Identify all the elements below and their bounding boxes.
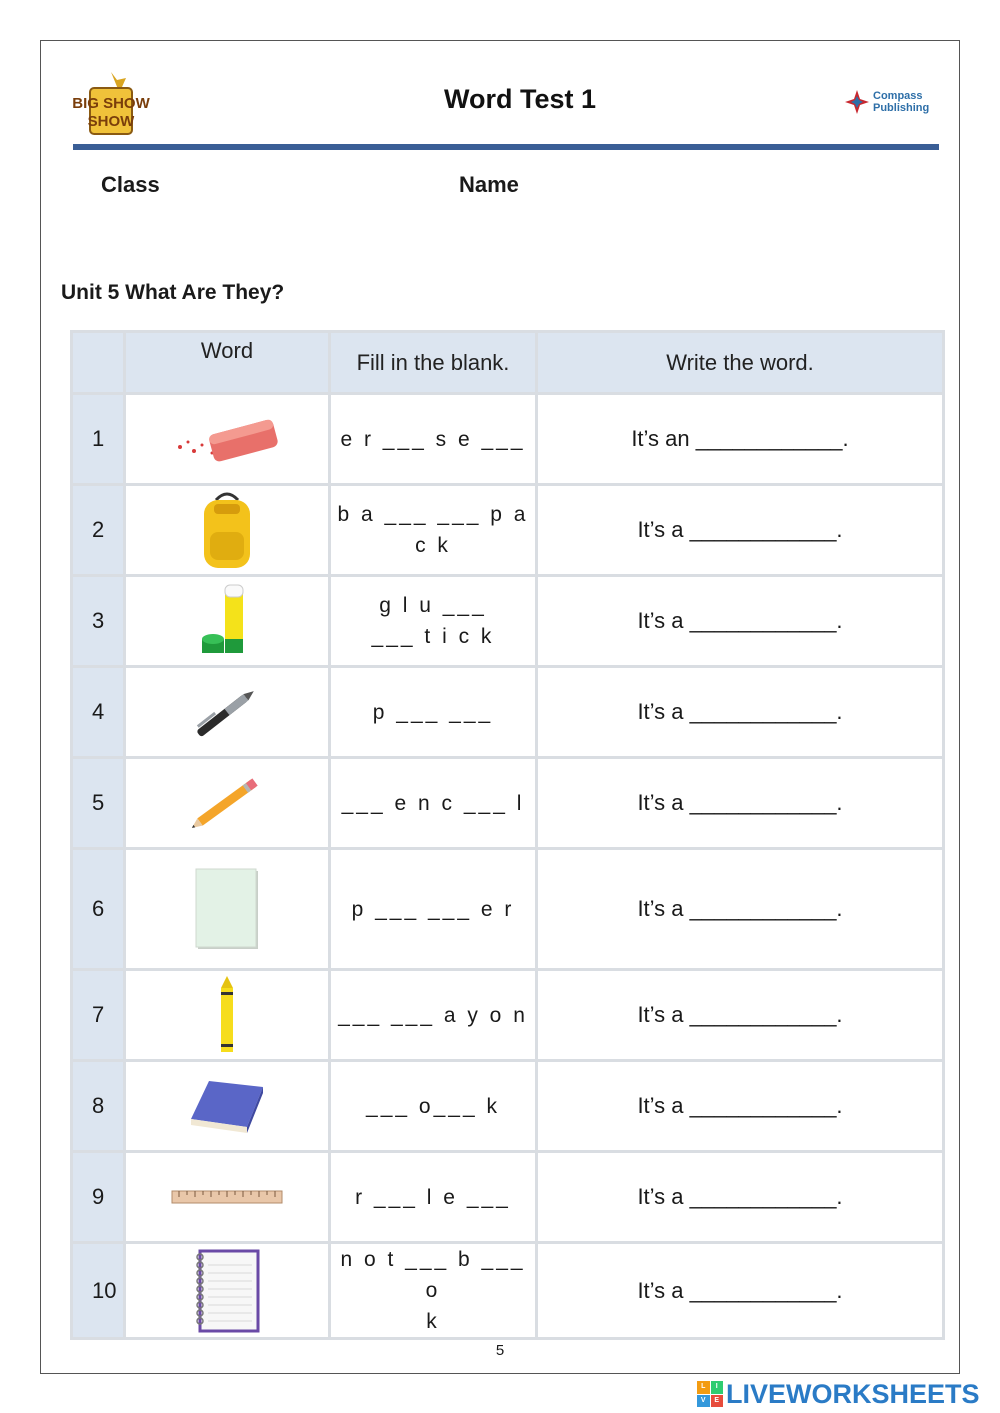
table-row [72,849,944,970]
write-word-cell[interactable]: It’s a ____________. [537,576,944,667]
book-image [125,1061,330,1152]
table-row [72,1243,944,1339]
write-word-cell[interactable]: It’s a ____________. [537,849,944,970]
class-label: Class [101,172,160,197]
liveworksheets-wordmark: LIVEWORKSHEETS [726,1378,980,1409]
compass-logo-line1: Compass [873,90,923,102]
fill-blank-cell[interactable] [330,1152,537,1243]
write-word-cell[interactable]: It’s a ____________. [537,1243,944,1339]
row-number: 7 [72,970,125,1061]
svg-text:SHOW: SHOW [87,113,135,130]
brand-block-v: V [697,1395,710,1408]
eraser-image [125,394,330,485]
fill-blank-line1: ___ ___ a y o n [338,1003,528,1027]
fill-blank-line1: p ___ ___ [372,700,494,724]
notebook-image [125,1243,330,1339]
fill-blank-line1: n o t ___ b ___ o [340,1248,526,1302]
brand-block-e: E [711,1395,724,1408]
fill-blank-line1: p ___ ___ e r [351,897,515,921]
table-row [72,970,944,1061]
paper-image [125,849,330,970]
table-header-row [72,332,944,394]
row-number: 3 [72,576,125,667]
crayon-image [125,970,330,1061]
row-number: 5 [72,758,125,849]
fill-blank-line1: ___ e n c ___ l [341,791,525,815]
table-row [72,576,944,667]
write-word-cell[interactable]: It’s a ____________. [537,1061,944,1152]
header-number [72,332,125,394]
header-fill-blank: Fill in the blank. [330,332,537,394]
fill-blank-line2: k [426,1310,440,1333]
fill-blank-line1: g l u ___ [379,594,487,617]
fill-blank-line1: b a ___ ___ p a c k [337,503,529,557]
liveworksheets-brand [697,1378,980,1410]
table-row [72,758,944,849]
fill-blank-cell[interactable] [330,1243,537,1339]
row-number: 9 [72,1152,125,1243]
compass-logo-line2: Publishing [873,102,930,114]
header-divider [73,144,939,150]
fill-blank-cell[interactable] [330,849,537,970]
liveworksheets-logo-icon [697,1381,723,1407]
write-word-cell[interactable]: It’s a ____________. [537,1152,944,1243]
row-number: 4 [72,667,125,758]
fill-blank-line1: r ___ l e ___ [355,1185,511,1209]
pencil-image [125,758,330,849]
pen-image [125,667,330,758]
backpack-image [125,485,330,576]
row-number: 2 [72,485,125,576]
big-show-logo-line1: BIG SHOW [72,95,150,112]
glue-stick-image [125,576,330,667]
fill-blank-line1: ___ o___ k [366,1094,500,1118]
fill-blank-cell[interactable] [330,576,537,667]
big-show-logo [72,70,150,136]
write-word-cell[interactable]: It’s an ____________. [537,394,944,485]
compass-publishing-logo [843,86,933,118]
fill-blank-cell[interactable] [330,970,537,1061]
ruler-image [125,1152,330,1243]
write-word-cell[interactable]: It’s a ____________. [537,970,944,1061]
compass-star-icon [843,88,871,116]
page-number: 5 [495,1342,505,1359]
write-word-cell[interactable]: It’s a ____________. [537,485,944,576]
table-row [72,667,944,758]
unit-title: Unit 5 What Are They? [61,281,285,304]
fill-blank-cell[interactable] [330,394,537,485]
fill-blank-cell[interactable] [330,667,537,758]
row-number: 6 [72,849,125,970]
fill-blank-cell[interactable] [330,485,537,576]
row-number: 1 [72,394,125,485]
table-row [72,485,944,576]
write-word-cell[interactable]: It’s a ____________. [537,667,944,758]
header-word: Word [125,332,330,394]
name-label: Name [459,172,519,197]
brand-block-l: L [697,1381,710,1394]
table-row [72,1061,944,1152]
brand-block-i: I [711,1381,724,1394]
write-word-cell[interactable]: It’s a ____________. [537,758,944,849]
page-title: Word Test 1 [443,84,597,114]
table-row [72,1152,944,1243]
fill-blank-line2: ___ t i c k [371,625,495,648]
word-test-table [70,330,945,1340]
fill-blank-cell[interactable] [330,758,537,849]
table-row [72,394,944,485]
fill-blank-line1: e r ___ s e ___ [340,427,526,451]
row-number: 8 [72,1061,125,1152]
fill-blank-cell[interactable] [330,1061,537,1152]
row-number: 10 [72,1243,125,1339]
header-write-word: Write the word. [537,332,944,394]
